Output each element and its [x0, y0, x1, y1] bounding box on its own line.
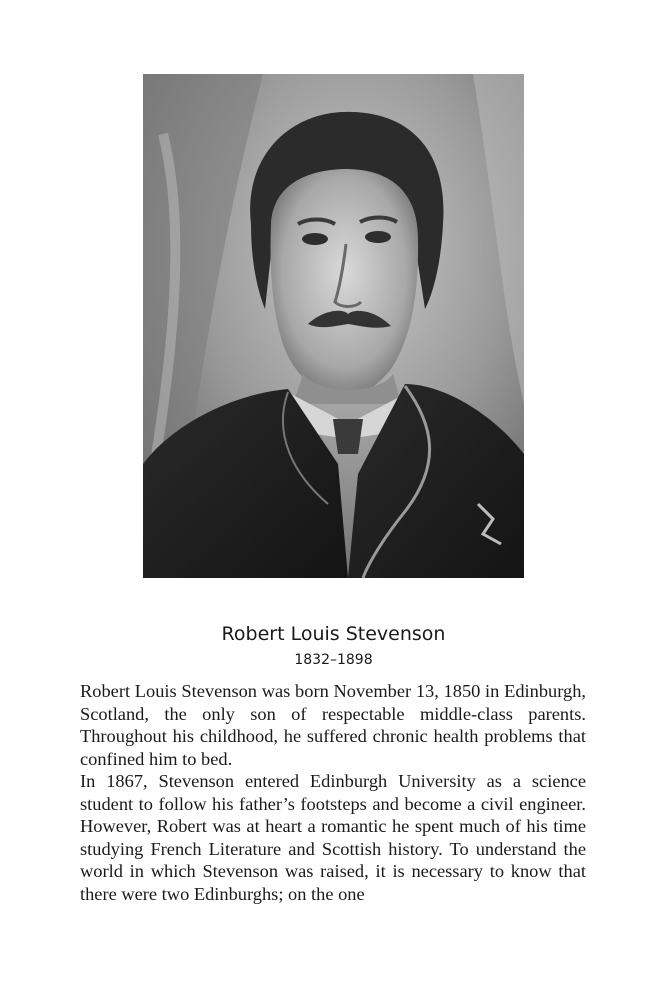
portrait-caption-name: Robert Louis Stevenson [221, 623, 446, 645]
biography-text [80, 680, 586, 905]
biography-paragraph: Robert Louis Stevenson was born November 13, 1850 in Edinburgh, Scotland, the only son of respectable middle-class parents. Throughout his childhood, he suffered chronic health problems that confined him to bed. [80, 681, 586, 769]
author-portrait-photo [143, 74, 524, 578]
biography-paragraph: In 1867, Stevenson entered Edinburgh University as a science student to follow his father’s footsteps and become a civil engineer. However, Robert was at heart a romantic he spent much of his time studying French Literature and Scottish history. To understand the world in which Stevenson was raised, it is necessary to know that there were two Edinburghs; on the one [80, 771, 586, 904]
portrait-caption-years: 1832–1898 [294, 652, 373, 668]
